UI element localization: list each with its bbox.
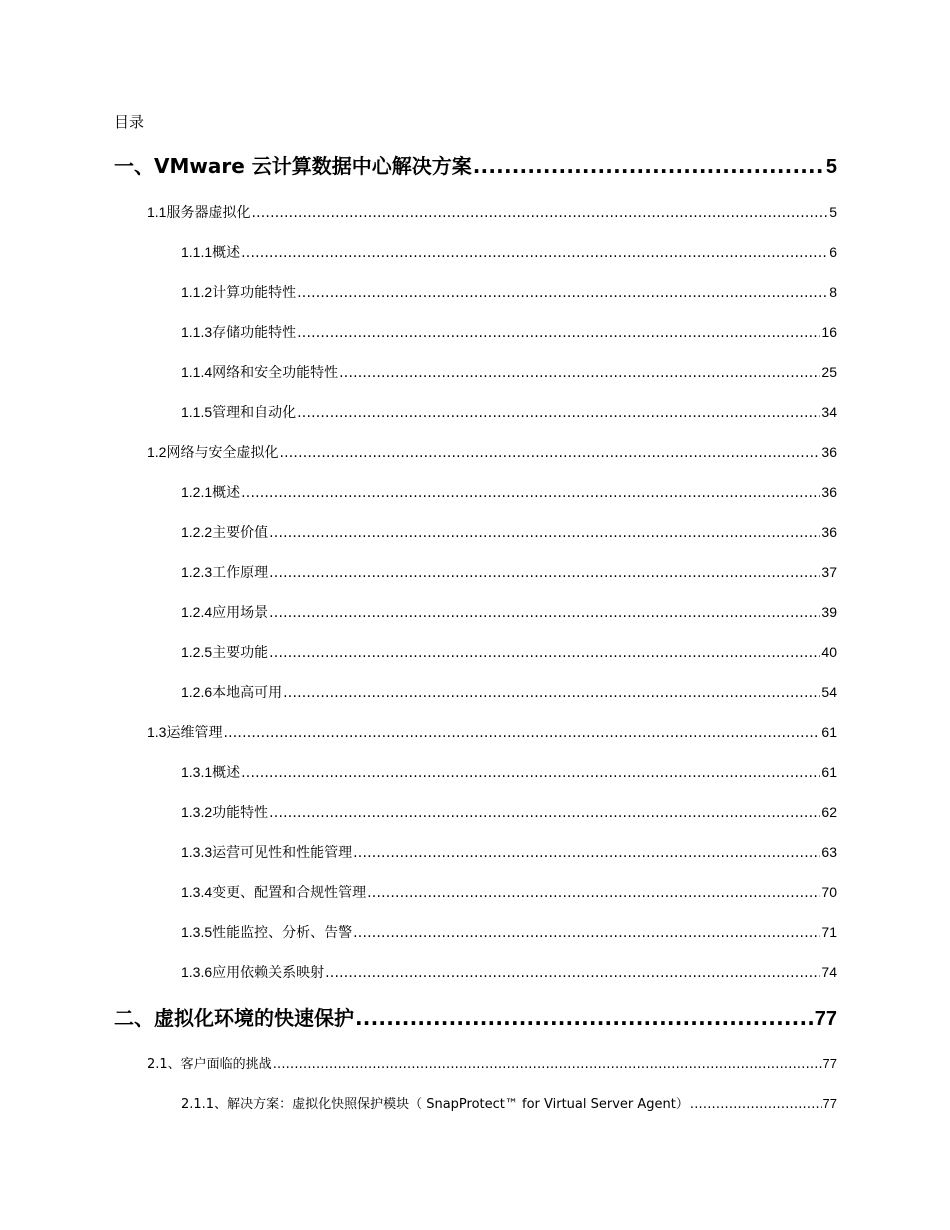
toc-entry-1-2-3[interactable] [181, 562, 837, 583]
toc-page-number: 34 [821, 404, 837, 420]
toc-entry-1-2-4[interactable] [181, 602, 837, 623]
toc-page-number: 6 [829, 244, 837, 260]
toc-entry-label: 功能特性 [212, 805, 269, 821]
toc-page-number: 77 [822, 1096, 837, 1111]
toc-entry-1-2-6[interactable] [181, 682, 837, 703]
toc-entry-label: 运维管理 [166, 725, 223, 741]
toc-entry-label: 概述 [212, 765, 241, 781]
toc-entry-1-3-6[interactable] [181, 962, 837, 983]
toc-entry-number: 1.1.4 [181, 364, 213, 380]
toc-entry-2-1-1[interactable] [181, 1094, 837, 1115]
toc-entry-label: 变更、配置和合规性管理 [212, 885, 367, 901]
toc-entry-1-2-1[interactable] [181, 482, 837, 503]
toc-page-number: 39 [821, 604, 837, 620]
toc-leader [353, 843, 820, 863]
toc-entry-1-2-5[interactable] [181, 642, 837, 663]
toc-entry-number: 1.2.5 [181, 644, 213, 660]
toc-leader [297, 283, 828, 303]
toc-leader [283, 683, 820, 703]
toc-entry-label: 2.1.1、解决方案：虚拟化快照保护模块（ SnapProtect™ for Virtual Server Agent） [181, 1097, 689, 1112]
toc-page-number: 54 [821, 684, 837, 700]
toc-entry-label: 应用依赖关系映射 [212, 965, 325, 981]
toc-entry-label: 应用场景 [212, 605, 269, 621]
toc-entry-label: 性能监控、分析、告警 [212, 925, 353, 941]
toc-entry-label: 网络和安全功能特性 [212, 365, 339, 381]
toc-page-number: 74 [821, 964, 837, 980]
toc-leader [353, 923, 820, 943]
toc-leader [690, 1095, 822, 1115]
toc-entry-label: 一、VMware 云计算数据中心解决方案 [114, 154, 472, 178]
toc-page-number: 5 [825, 156, 837, 178]
toc-page-number: 77 [822, 1056, 837, 1071]
toc-leader [325, 963, 820, 983]
toc-entry-1-3-4[interactable] [181, 882, 837, 903]
toc-entry-label: 2.1、客户面临的挑战 [147, 1057, 272, 1072]
toc-entry-label: 本地高可用 [212, 685, 283, 701]
toc-entry-number: 1.3.2 [181, 804, 213, 820]
toc-entry-label: 主要价值 [212, 525, 269, 541]
toc-entry-number: 1.1.3 [181, 324, 213, 340]
toc-leader [269, 523, 820, 543]
toc-entry-1-3-1[interactable] [181, 762, 837, 783]
toc-page-number: 70 [821, 884, 837, 900]
toc-entry-label: 运营可见性和性能管理 [212, 845, 353, 861]
toc-entry-chapter-2[interactable] [114, 1005, 837, 1032]
toc-page-number: 63 [821, 844, 837, 860]
toc-leader [473, 153, 825, 179]
toc-entry-1-3-3[interactable] [181, 842, 837, 863]
toc-leader [223, 723, 820, 743]
toc-entry-label: 管理和自动化 [212, 405, 297, 421]
toc-entry-number: 1.3.3 [181, 844, 213, 860]
toc-entry-1-1-1[interactable] [181, 242, 837, 263]
toc-page-number: 77 [814, 1008, 837, 1030]
toc-page-number: 62 [821, 804, 837, 820]
toc-entry-number: 1.2.6 [181, 684, 213, 700]
toc-leader [279, 443, 820, 463]
toc-entry-label: 网络与安全虚拟化 [166, 445, 279, 461]
toc-entry-1-1-5[interactable] [181, 402, 837, 423]
toc-page-number: 36 [821, 524, 837, 540]
toc-leader [241, 763, 820, 783]
toc-entry-1-3[interactable] [147, 722, 837, 743]
toc-page-number: 8 [829, 284, 837, 300]
toc-page-number: 71 [821, 924, 837, 940]
toc-entry-number: 1.1.1 [181, 244, 213, 260]
toc-entry-number: 1.3.1 [181, 764, 213, 780]
toc-entry-label: 二、虚拟化环境的快速保护 [114, 1006, 354, 1030]
toc-leader [367, 883, 820, 903]
toc-entry-chapter-1[interactable] [114, 153, 837, 180]
toc-entry-2-1[interactable] [147, 1054, 837, 1075]
toc-page-number: 37 [821, 564, 837, 580]
toc-entry-1-2[interactable] [147, 442, 837, 463]
toc-entry-number: 1.3 [147, 724, 167, 740]
toc-entry-1-1[interactable] [147, 202, 837, 223]
toc-page-number: 5 [829, 204, 837, 220]
toc-entry-label: 存储功能特性 [212, 325, 297, 341]
toc-entry-label: 概述 [212, 245, 241, 261]
toc-entry-1-1-3[interactable] [181, 322, 837, 343]
toc-leader [241, 483, 820, 503]
toc-page-number: 40 [821, 644, 837, 660]
toc-leader [273, 1055, 822, 1075]
toc-entry-label: 工作原理 [212, 565, 269, 581]
toc-title: 目录 [114, 113, 145, 131]
toc-entry-label: 计算功能特性 [212, 285, 297, 301]
toc-entry-1-1-2[interactable] [181, 282, 837, 303]
toc-page-number: 25 [821, 364, 837, 380]
toc-entry-number: 1.2.3 [181, 564, 213, 580]
toc-page-number: 36 [821, 444, 837, 460]
toc-leader [269, 603, 820, 623]
toc-leader [251, 203, 828, 223]
toc-entry-label: 服务器虚拟化 [166, 205, 251, 221]
toc-entry-number: 1.1.2 [181, 284, 213, 300]
toc-entry-1-3-2[interactable] [181, 802, 837, 823]
toc-entry-label: 主要功能 [212, 645, 269, 661]
toc-page-number: 61 [821, 724, 837, 740]
toc-entry-number: 1.2 [147, 444, 167, 460]
toc-leader [339, 363, 820, 383]
toc-entry-number: 1.2.1 [181, 484, 213, 500]
toc-page-number: 16 [821, 324, 837, 340]
toc-page-number: 61 [821, 764, 837, 780]
toc-entry-number: 1.1.5 [181, 404, 213, 420]
toc-entry-1-1-4[interactable] [181, 362, 837, 383]
toc-entry-number: 1.3.6 [181, 964, 213, 980]
toc-leader [269, 803, 820, 823]
toc-leader [297, 323, 820, 343]
toc-entry-1-3-5[interactable] [181, 922, 837, 943]
toc-entry-number: 1.3.5 [181, 924, 213, 940]
toc-leader [297, 403, 820, 423]
toc-leader [241, 243, 828, 263]
toc-leader [269, 563, 820, 583]
toc-entry-number: 1.1 [147, 204, 167, 220]
toc-leader [269, 643, 820, 663]
toc-entry-number: 1.2.4 [181, 604, 213, 620]
toc-leader [355, 1005, 814, 1031]
toc-entry-number: 1.3.4 [181, 884, 213, 900]
toc-entry-1-2-2[interactable] [181, 522, 837, 543]
toc-page-number: 36 [821, 484, 837, 500]
toc-entry-label: 概述 [212, 485, 241, 501]
toc-entry-number: 1.2.2 [181, 524, 213, 540]
